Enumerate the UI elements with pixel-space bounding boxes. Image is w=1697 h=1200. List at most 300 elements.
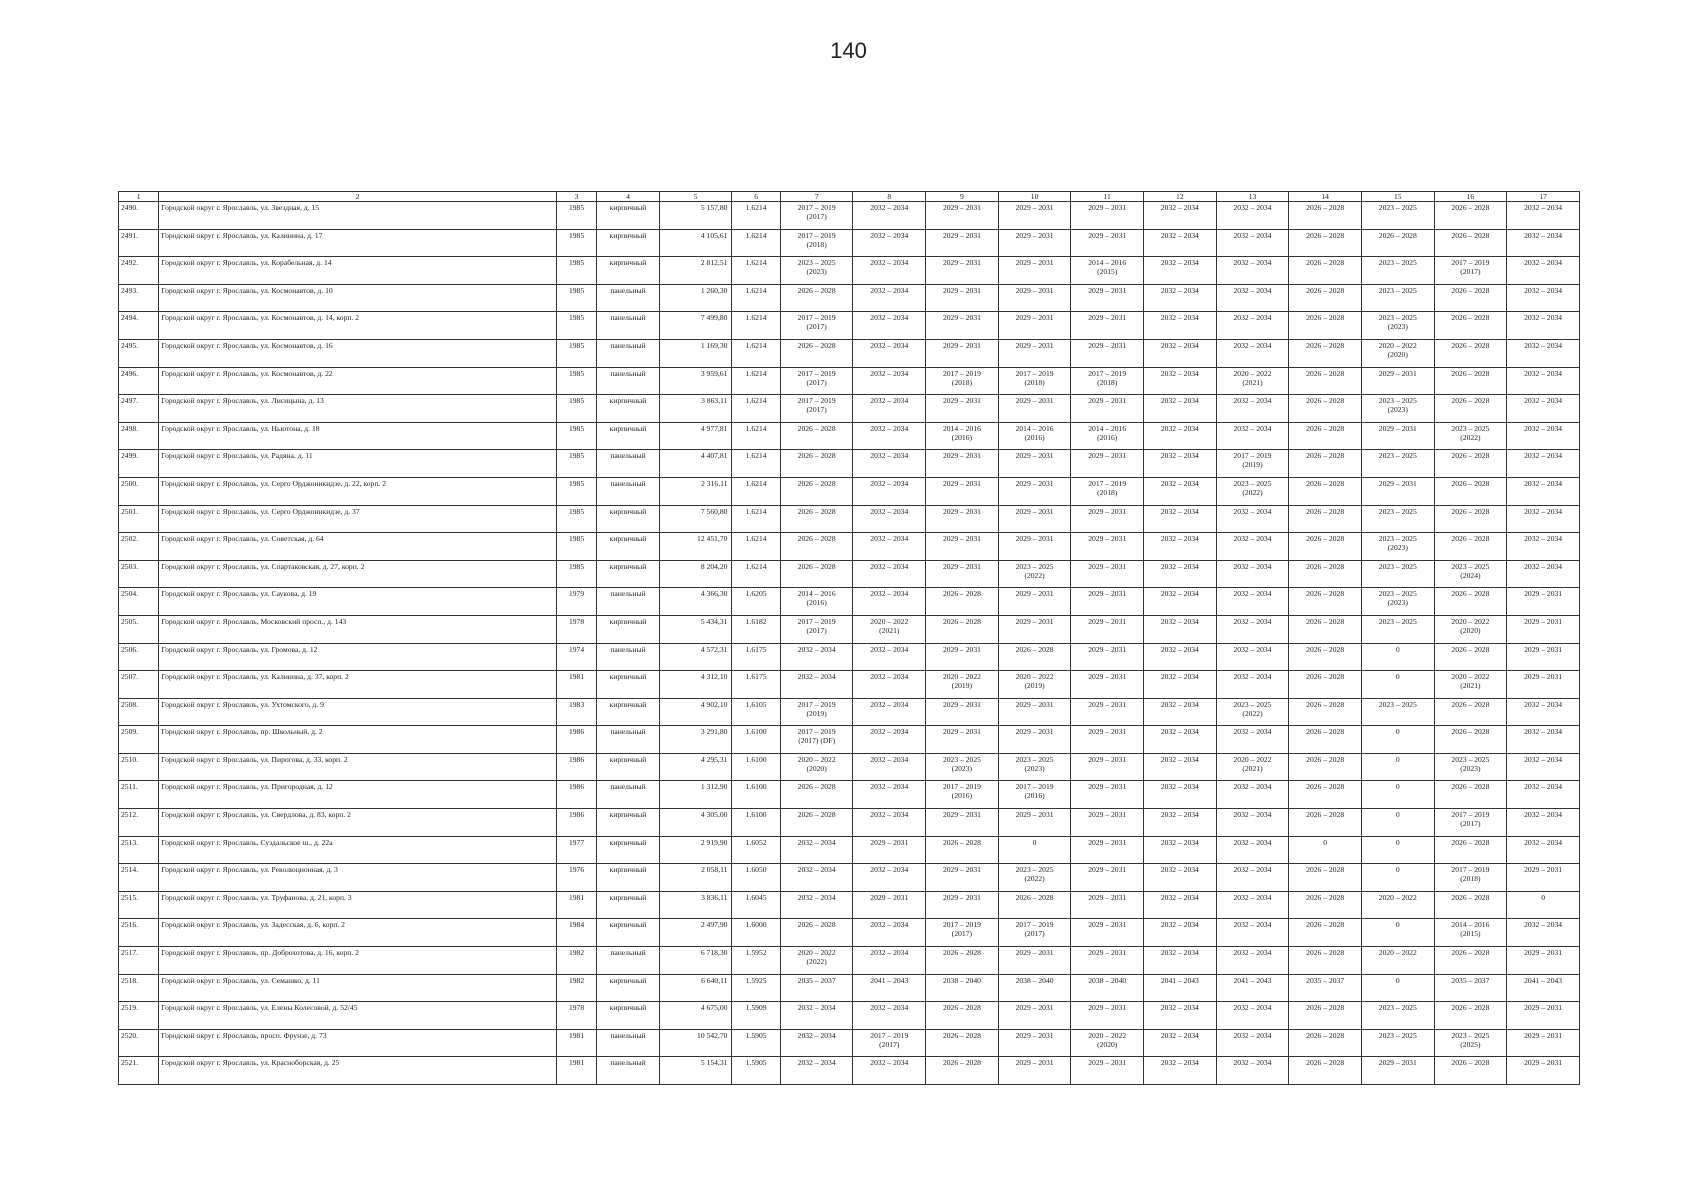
- table-cell-col-13: 2032 – 2034: [1216, 643, 1289, 671]
- table-cell-col-13: 2032 – 2034: [1216, 864, 1289, 892]
- table-cell-col-14: 2026 – 2028: [1289, 477, 1362, 505]
- table-cell-col-16: 2035 – 2037: [1434, 974, 1507, 1002]
- table-cell-col-5: 2 497,90: [659, 919, 732, 947]
- table-cell-col-5: 1 260,30: [659, 284, 732, 312]
- table-cell-col-9: 2014 – 2016 (2016): [926, 422, 999, 450]
- table-cell-col-8: 2032 – 2034: [853, 809, 926, 837]
- table-cell-col-7: 2032 – 2034: [780, 1002, 853, 1030]
- table-cell-col-6: 1.6100: [732, 753, 780, 781]
- table-cell-col-9: 2029 – 2031: [926, 395, 999, 423]
- table-cell-col-6: 1.6214: [732, 560, 780, 588]
- table-cell-col-12: 2032 – 2034: [1144, 312, 1217, 340]
- table-row: [119, 202, 1580, 230]
- table-cell-col-7: 2023 – 2025 (2023): [780, 257, 853, 285]
- table-cell-col-3: 1981: [556, 891, 596, 919]
- table-cell-col-9: 2017 – 2019 (2016): [926, 781, 999, 809]
- table-cell-col-6: 1.6214: [732, 312, 780, 340]
- table-cell-col-15: 0: [1361, 671, 1434, 699]
- table-cell-col-5: 4 312,10: [659, 671, 732, 699]
- column-header-8: 8: [853, 192, 926, 202]
- table-cell-col-6: 1.6105: [732, 698, 780, 726]
- table-cell-col-17: 2032 – 2034: [1507, 450, 1580, 478]
- table-cell-col-13: 2017 – 2019 (2019): [1216, 450, 1289, 478]
- table-cell-col-6: 1.5905: [732, 1029, 780, 1057]
- table-row: [119, 533, 1580, 561]
- table-cell-col-16: 2026 – 2028: [1434, 533, 1507, 561]
- table-cell-col-12: 2032 – 2034: [1144, 864, 1217, 892]
- table-cell-col-9: 2029 – 2031: [926, 560, 999, 588]
- table-cell-col-16: 2017 – 2019 (2017): [1434, 257, 1507, 285]
- table-cell-col-7: 2032 – 2034: [780, 891, 853, 919]
- table-cell-col-9: 2029 – 2031: [926, 726, 999, 754]
- table-cell-col-2: Городской округ г. Ярославль, ул. Серго Орджоникидзе, д. 22, корп. 2: [159, 477, 557, 505]
- table-cell-col-6: 1.6214: [732, 422, 780, 450]
- table-cell-col-16: 2014 – 2016 (2015): [1434, 919, 1507, 947]
- table-cell-col-1: 2510.: [119, 753, 159, 781]
- table-cell-col-8: 2032 – 2034: [853, 505, 926, 533]
- table-cell-col-2: Городской округ г. Ярославль, ул. Елены Колесовой, д. 52/45: [159, 1002, 557, 1030]
- table-cell-col-15: 0: [1361, 753, 1434, 781]
- table-cell-col-4: кирпичный: [597, 202, 660, 230]
- table-cell-col-7: 2026 – 2028: [780, 505, 853, 533]
- table-cell-col-9: 2029 – 2031: [926, 864, 999, 892]
- table-cell-col-11: 2029 – 2031: [1071, 339, 1144, 367]
- table-cell-col-12: 2032 – 2034: [1144, 947, 1217, 975]
- table-cell-col-2: Городской округ г. Ярославль, ул. Труфанова, д. 21, корп. 3: [159, 891, 557, 919]
- table-cell-col-10: 2029 – 2031: [998, 202, 1071, 230]
- table-cell-col-3: 1978: [556, 615, 596, 643]
- table-cell-col-7: 2032 – 2034: [780, 836, 853, 864]
- table-cell-col-17: 2032 – 2034: [1507, 505, 1580, 533]
- table-cell-col-11: 2029 – 2031: [1071, 588, 1144, 616]
- table-cell-col-12: 2032 – 2034: [1144, 809, 1217, 837]
- table-cell-col-2: Городской округ г. Ярославль, ул. Саукова, д. 19: [159, 588, 557, 616]
- table-cell-col-13: 2032 – 2034: [1216, 1002, 1289, 1030]
- table-cell-col-2: Городской округ г. Ярославль, ул. Серго Орджоникидзе, д. 37: [159, 505, 557, 533]
- table-cell-col-10: 2029 – 2031: [998, 588, 1071, 616]
- table-cell-col-11: 2017 – 2019 (2018): [1071, 367, 1144, 395]
- table-cell-col-7: 2032 – 2034: [780, 1029, 853, 1057]
- table-cell-col-1: 2512.: [119, 809, 159, 837]
- table-cell-col-15: 2029 – 2031: [1361, 422, 1434, 450]
- table-cell-col-16: 2026 – 2028: [1434, 505, 1507, 533]
- table-cell-col-6: 1.6214: [732, 477, 780, 505]
- table-cell-col-8: 2032 – 2034: [853, 560, 926, 588]
- table-cell-col-8: 2032 – 2034: [853, 312, 926, 340]
- table-cell-col-6: 1.6214: [732, 257, 780, 285]
- table-row: [119, 339, 1580, 367]
- table-cell-col-9: 2026 – 2028: [926, 615, 999, 643]
- table-cell-col-15: 2020 – 2022: [1361, 947, 1434, 975]
- table-row: [119, 698, 1580, 726]
- table-cell-col-6: 1.6000: [732, 919, 780, 947]
- table-cell-col-11: 2038 – 2040: [1071, 974, 1144, 1002]
- table-row: [119, 312, 1580, 340]
- table-cell-col-7: 2020 – 2022 (2020): [780, 753, 853, 781]
- table-cell-col-2: Городской округ г. Ярославль, ул. Красноборская, д. 25: [159, 1057, 557, 1085]
- table-cell-col-12: 2032 – 2034: [1144, 202, 1217, 230]
- table-row: [119, 615, 1580, 643]
- table-cell-col-4: кирпичный: [597, 974, 660, 1002]
- table-cell-col-15: 0: [1361, 726, 1434, 754]
- table-cell-col-1: 2493.: [119, 284, 159, 312]
- table-cell-col-10: 2017 – 2019 (2016): [998, 781, 1071, 809]
- table-row: [119, 836, 1580, 864]
- table-cell-col-14: 2026 – 2028: [1289, 1057, 1362, 1085]
- table-cell-col-11: 2029 – 2031: [1071, 615, 1144, 643]
- table-cell-col-12: 2032 – 2034: [1144, 1057, 1217, 1085]
- table-cell-col-14: 2026 – 2028: [1289, 339, 1362, 367]
- table-cell-col-5: 6 640,11: [659, 974, 732, 1002]
- table-cell-col-16: 2026 – 2028: [1434, 450, 1507, 478]
- table-cell-col-16: 2023 – 2025 (2025): [1434, 1029, 1507, 1057]
- table-cell-col-13: 2032 – 2034: [1216, 505, 1289, 533]
- table-cell-col-4: кирпичный: [597, 1002, 660, 1030]
- table-cell-col-16: 2026 – 2028: [1434, 891, 1507, 919]
- table-cell-col-12: 2032 – 2034: [1144, 781, 1217, 809]
- table-cell-col-6: 1.5909: [732, 1002, 780, 1030]
- table-cell-col-11: 2029 – 2031: [1071, 753, 1144, 781]
- table-cell-col-7: 2026 – 2028: [780, 339, 853, 367]
- table-cell-col-2: Городской округ г. Ярославль, ул. Радяна, д. 11: [159, 450, 557, 478]
- table-cell-col-17: 2032 – 2034: [1507, 257, 1580, 285]
- table-cell-col-11: 2020 – 2022 (2020): [1071, 1029, 1144, 1057]
- table-cell-col-11: 2029 – 2031: [1071, 809, 1144, 837]
- table-cell-col-11: 2029 – 2031: [1071, 1057, 1144, 1085]
- table-cell-col-3: 1986: [556, 809, 596, 837]
- table-row: [119, 477, 1580, 505]
- table-cell-col-8: 2032 – 2034: [853, 698, 926, 726]
- table-cell-col-17: 2029 – 2031: [1507, 947, 1580, 975]
- table-cell-col-17: 2032 – 2034: [1507, 560, 1580, 588]
- table-cell-col-2: Городской округ г. Ярославль, пр. Доброхотова, д. 16, корп. 2: [159, 947, 557, 975]
- table-cell-col-17: 2029 – 2031: [1507, 588, 1580, 616]
- table-cell-col-13: 2032 – 2034: [1216, 726, 1289, 754]
- table-cell-col-17: 2032 – 2034: [1507, 229, 1580, 257]
- column-header-13: 13: [1216, 192, 1289, 202]
- table-cell-col-16: 2026 – 2028: [1434, 339, 1507, 367]
- table-cell-col-12: 2032 – 2034: [1144, 1029, 1217, 1057]
- table-cell-col-16: 2026 – 2028: [1434, 726, 1507, 754]
- table-cell-col-5: 4 675,00: [659, 1002, 732, 1030]
- table-cell-col-16: 2026 – 2028: [1434, 1057, 1507, 1085]
- table-cell-col-9: 2020 – 2022 (2019): [926, 671, 999, 699]
- table-cell-col-3: 1982: [556, 974, 596, 1002]
- table-cell-col-14: 2035 – 2037: [1289, 974, 1362, 1002]
- table-cell-col-11: 2029 – 2031: [1071, 505, 1144, 533]
- column-header-1: 1: [119, 192, 159, 202]
- table-cell-col-17: 2032 – 2034: [1507, 395, 1580, 423]
- table-row: [119, 588, 1580, 616]
- table-cell-col-10: 2029 – 2031: [998, 726, 1071, 754]
- table-cell-col-1: 2518.: [119, 974, 159, 1002]
- table-cell-col-15: 2023 – 2025: [1361, 1002, 1434, 1030]
- table-cell-col-6: 1.6100: [732, 726, 780, 754]
- table-cell-col-7: 2026 – 2028: [780, 422, 853, 450]
- table-cell-col-11: 2014 – 2016 (2015): [1071, 257, 1144, 285]
- table-cell-col-10: 2029 – 2031: [998, 284, 1071, 312]
- table-cell-col-5: 7 560,80: [659, 505, 732, 533]
- table-cell-col-17: 2032 – 2034: [1507, 726, 1580, 754]
- table-cell-col-1: 2517.: [119, 947, 159, 975]
- table-cell-col-11: 2014 – 2016 (2016): [1071, 422, 1144, 450]
- table-cell-col-16: 2026 – 2028: [1434, 588, 1507, 616]
- table-cell-col-13: 2032 – 2034: [1216, 257, 1289, 285]
- table-cell-col-13: 2041 – 2043: [1216, 974, 1289, 1002]
- table-cell-col-1: 2495.: [119, 339, 159, 367]
- table-cell-col-4: панельный: [597, 477, 660, 505]
- table-cell-col-3: 1985: [556, 450, 596, 478]
- table-cell-col-8: 2032 – 2034: [853, 726, 926, 754]
- table-cell-col-5: 2 316,11: [659, 477, 732, 505]
- table-cell-col-15: 2029 – 2031: [1361, 367, 1434, 395]
- table-cell-col-15: 2023 – 2025: [1361, 560, 1434, 588]
- table-cell-col-9: 2029 – 2031: [926, 505, 999, 533]
- table-cell-col-13: 2032 – 2034: [1216, 312, 1289, 340]
- table-cell-col-13: 2032 – 2034: [1216, 891, 1289, 919]
- table-cell-col-16: 2026 – 2028: [1434, 947, 1507, 975]
- table-cell-col-14: 2026 – 2028: [1289, 422, 1362, 450]
- table-cell-col-10: 2029 – 2031: [998, 1057, 1071, 1085]
- table-cell-col-6: 1.6052: [732, 836, 780, 864]
- table-cell-col-2: Городской округ г. Ярославль, ул. Ухтомского, д. 9: [159, 698, 557, 726]
- table-cell-col-3: 1985: [556, 312, 596, 340]
- table-row: [119, 891, 1580, 919]
- table-cell-col-12: 2032 – 2034: [1144, 671, 1217, 699]
- table-cell-col-5: 4 407,81: [659, 450, 732, 478]
- table-cell-col-15: 2020 – 2022 (2020): [1361, 339, 1434, 367]
- table-cell-col-6: 1.6214: [732, 229, 780, 257]
- table-cell-col-7: 2017 – 2019 (2017): [780, 202, 853, 230]
- table-cell-col-3: 1986: [556, 753, 596, 781]
- table-cell-col-12: 2032 – 2034: [1144, 505, 1217, 533]
- table-cell-col-14: 2026 – 2028: [1289, 615, 1362, 643]
- table-cell-col-17: 2029 – 2031: [1507, 1029, 1580, 1057]
- column-header-3: 3: [556, 192, 596, 202]
- table-cell-col-10: 2029 – 2031: [998, 229, 1071, 257]
- table-cell-col-13: 2032 – 2034: [1216, 809, 1289, 837]
- table-cell-col-16: 2026 – 2028: [1434, 229, 1507, 257]
- table-row: [119, 284, 1580, 312]
- table-cell-col-7: 2026 – 2028: [780, 284, 853, 312]
- table-cell-col-15: 2023 – 2025 (2023): [1361, 533, 1434, 561]
- table-cell-col-2: Городской округ г. Ярославль, ул. Корабельная, д. 14: [159, 257, 557, 285]
- table-cell-col-16: 2017 – 2019 (2018): [1434, 864, 1507, 892]
- table-cell-col-2: Городской округ г. Ярославль, ул. Спартаковская, д. 27, корп. 2: [159, 560, 557, 588]
- table-cell-col-4: кирпичный: [597, 864, 660, 892]
- table-cell-col-11: 2029 – 2031: [1071, 947, 1144, 975]
- table-cell-col-12: 2032 – 2034: [1144, 229, 1217, 257]
- table-cell-col-13: 2032 – 2034: [1216, 1057, 1289, 1085]
- table-cell-col-11: 2029 – 2031: [1071, 671, 1144, 699]
- column-header-5: 5: [659, 192, 732, 202]
- table-cell-col-2: Городской округ г. Ярославль, Суздальское ш., д. 22а: [159, 836, 557, 864]
- table-cell-col-9: 2029 – 2031: [926, 533, 999, 561]
- table-cell-col-6: 1.6175: [732, 671, 780, 699]
- table-cell-col-6: 1.6214: [732, 395, 780, 423]
- table-cell-col-4: кирпичный: [597, 753, 660, 781]
- table-cell-col-17: 2032 – 2034: [1507, 753, 1580, 781]
- table-cell-col-15: 2023 – 2025: [1361, 615, 1434, 643]
- table-cell-col-15: 2023 – 2025 (2023): [1361, 395, 1434, 423]
- table-cell-col-5: 8 204,20: [659, 560, 732, 588]
- table-cell-col-14: 2026 – 2028: [1289, 588, 1362, 616]
- table-cell-col-15: 0: [1361, 974, 1434, 1002]
- table-cell-col-17: 2029 – 2031: [1507, 671, 1580, 699]
- table-cell-col-15: 2023 – 2025: [1361, 698, 1434, 726]
- table-cell-col-6: 1.6214: [732, 339, 780, 367]
- table-cell-col-3: 1985: [556, 257, 596, 285]
- table-cell-col-16: 2026 – 2028: [1434, 643, 1507, 671]
- table-row: [119, 505, 1580, 533]
- table-cell-col-4: панельный: [597, 450, 660, 478]
- table-cell-col-5: 1 312,90: [659, 781, 732, 809]
- table-cell-col-9: 2029 – 2031: [926, 312, 999, 340]
- table-cell-col-8: 2032 – 2034: [853, 450, 926, 478]
- table-cell-col-12: 2032 – 2034: [1144, 477, 1217, 505]
- table-cell-col-7: 2017 – 2019 (2018): [780, 229, 853, 257]
- table-cell-col-13: 2032 – 2034: [1216, 615, 1289, 643]
- table-cell-col-7: 2026 – 2028: [780, 477, 853, 505]
- table-cell-col-11: 2029 – 2031: [1071, 781, 1144, 809]
- table-cell-col-7: 2026 – 2028: [780, 533, 853, 561]
- table-cell-col-7: 2017 – 2019 (2017): [780, 395, 853, 423]
- table-cell-col-10: 2026 – 2028: [998, 643, 1071, 671]
- table-cell-col-1: 2505.: [119, 615, 159, 643]
- table-cell-col-10: 2029 – 2031: [998, 615, 1071, 643]
- column-header-12: 12: [1144, 192, 1217, 202]
- table-cell-col-17: 2032 – 2034: [1507, 284, 1580, 312]
- table-cell-col-5: 3 959,61: [659, 367, 732, 395]
- table-cell-col-8: 2032 – 2034: [853, 947, 926, 975]
- table-cell-col-2: Городской округ г. Ярославль, ул. Калинина, д. 37, корп. 2: [159, 671, 557, 699]
- table-cell-col-4: кирпичный: [597, 698, 660, 726]
- table-cell-col-17: 2032 – 2034: [1507, 477, 1580, 505]
- table-cell-col-12: 2032 – 2034: [1144, 836, 1217, 864]
- table-cell-col-4: панельный: [597, 643, 660, 671]
- table-cell-col-9: 2029 – 2031: [926, 229, 999, 257]
- table-cell-col-14: 2026 – 2028: [1289, 947, 1362, 975]
- table-cell-col-8: 2041 – 2043: [853, 974, 926, 1002]
- table-cell-col-3: 1986: [556, 781, 596, 809]
- table-cell-col-17: 2029 – 2031: [1507, 864, 1580, 892]
- table-cell-col-16: 2026 – 2028: [1434, 284, 1507, 312]
- table-cell-col-1: 2494.: [119, 312, 159, 340]
- table-cell-col-7: 2026 – 2028: [780, 919, 853, 947]
- table-cell-col-11: 2029 – 2031: [1071, 836, 1144, 864]
- table-cell-col-4: панельный: [597, 367, 660, 395]
- table-cell-col-10: 2023 – 2025 (2023): [998, 753, 1071, 781]
- table-cell-col-16: 2020 – 2022 (2021): [1434, 671, 1507, 699]
- table-cell-col-6: 1.6214: [732, 533, 780, 561]
- table-cell-col-15: 2026 – 2028: [1361, 229, 1434, 257]
- table-cell-col-13: 2032 – 2034: [1216, 395, 1289, 423]
- table-cell-col-3: 1982: [556, 947, 596, 975]
- table-cell-col-13: 2032 – 2034: [1216, 422, 1289, 450]
- table-cell-col-8: 2032 – 2034: [853, 395, 926, 423]
- column-header-9: 9: [926, 192, 999, 202]
- table-cell-col-12: 2041 – 2043: [1144, 974, 1217, 1002]
- table-cell-col-10: 2038 – 2040: [998, 974, 1071, 1002]
- table-cell-col-17: 2029 – 2031: [1507, 615, 1580, 643]
- table-cell-col-16: 2026 – 2028: [1434, 698, 1507, 726]
- table-cell-col-16: 2026 – 2028: [1434, 312, 1507, 340]
- table-cell-col-14: 2026 – 2028: [1289, 864, 1362, 892]
- table-cell-col-16: 2023 – 2025 (2023): [1434, 753, 1507, 781]
- table-cell-col-4: кирпичный: [597, 671, 660, 699]
- table-cell-col-4: кирпичный: [597, 229, 660, 257]
- table-cell-col-15: 2023 – 2025: [1361, 257, 1434, 285]
- table-cell-col-4: кирпичный: [597, 615, 660, 643]
- table-cell-col-15: 2023 – 2025 (2023): [1361, 312, 1434, 340]
- table-cell-col-16: 2026 – 2028: [1434, 781, 1507, 809]
- table-cell-col-11: 2029 – 2031: [1071, 643, 1144, 671]
- column-header-15: 15: [1361, 192, 1434, 202]
- table-cell-col-3: 1985: [556, 367, 596, 395]
- table-cell-col-10: 2017 – 2019 (2017): [998, 919, 1071, 947]
- table-cell-col-8: 2032 – 2034: [853, 919, 926, 947]
- table-cell-col-9: 2029 – 2031: [926, 809, 999, 837]
- table-row: [119, 809, 1580, 837]
- table-cell-col-1: 2490.: [119, 202, 159, 230]
- table-cell-col-17: 2029 – 2031: [1507, 1057, 1580, 1085]
- table-cell-col-8: 2032 – 2034: [853, 202, 926, 230]
- table-cell-col-17: 2032 – 2034: [1507, 533, 1580, 561]
- table-cell-col-3: 1985: [556, 339, 596, 367]
- table-cell-col-1: 2509.: [119, 726, 159, 754]
- table-cell-col-8: 2032 – 2034: [853, 753, 926, 781]
- table-cell-col-11: 2029 – 2031: [1071, 698, 1144, 726]
- table-row: [119, 395, 1580, 423]
- table-cell-col-6: 1.6214: [732, 284, 780, 312]
- table-cell-col-7: 2017 – 2019 (2019): [780, 698, 853, 726]
- table-cell-col-14: 2026 – 2028: [1289, 891, 1362, 919]
- table-cell-col-3: 1984: [556, 919, 596, 947]
- table-cell-col-5: 5 154,31: [659, 1057, 732, 1085]
- table-cell-col-13: 2032 – 2034: [1216, 202, 1289, 230]
- table-cell-col-14: 2026 – 2028: [1289, 781, 1362, 809]
- table-cell-col-12: 2032 – 2034: [1144, 257, 1217, 285]
- table-cell-col-8: 2032 – 2034: [853, 864, 926, 892]
- table-cell-col-9: 2029 – 2031: [926, 698, 999, 726]
- table-cell-col-10: 0: [998, 836, 1071, 864]
- table-cell-col-4: кирпичный: [597, 836, 660, 864]
- table-cell-col-1: 2519.: [119, 1002, 159, 1030]
- table-row: [119, 671, 1580, 699]
- table-cell-col-3: 1986: [556, 726, 596, 754]
- table-row: [119, 781, 1580, 809]
- table-cell-col-14: 2026 – 2028: [1289, 643, 1362, 671]
- table-cell-col-3: 1985: [556, 284, 596, 312]
- table-cell-col-15: 2023 – 2025: [1361, 450, 1434, 478]
- table-cell-col-6: 1.5905: [732, 1057, 780, 1085]
- header-row: [119, 192, 1580, 202]
- table-cell-col-5: 3 863,11: [659, 395, 732, 423]
- table-cell-col-7: 2032 – 2034: [780, 864, 853, 892]
- table-cell-col-10: 2029 – 2031: [998, 947, 1071, 975]
- table-row: [119, 450, 1580, 478]
- table-cell-col-5: 4 572,31: [659, 643, 732, 671]
- table-cell-col-15: 2023 – 2025: [1361, 1029, 1434, 1057]
- table-cell-col-5: 5 157,80: [659, 202, 732, 230]
- table-cell-col-2: Городской округ г. Ярославль, Московский просп., д. 143: [159, 615, 557, 643]
- table-cell-col-14: 2026 – 2028: [1289, 1002, 1362, 1030]
- table-cell-col-9: 2029 – 2031: [926, 891, 999, 919]
- table-cell-col-10: 2026 – 2028: [998, 891, 1071, 919]
- table-cell-col-10: 2029 – 2031: [998, 477, 1071, 505]
- table-cell-col-5: 12 451,70: [659, 533, 732, 561]
- table-cell-col-5: 1 169,30: [659, 339, 732, 367]
